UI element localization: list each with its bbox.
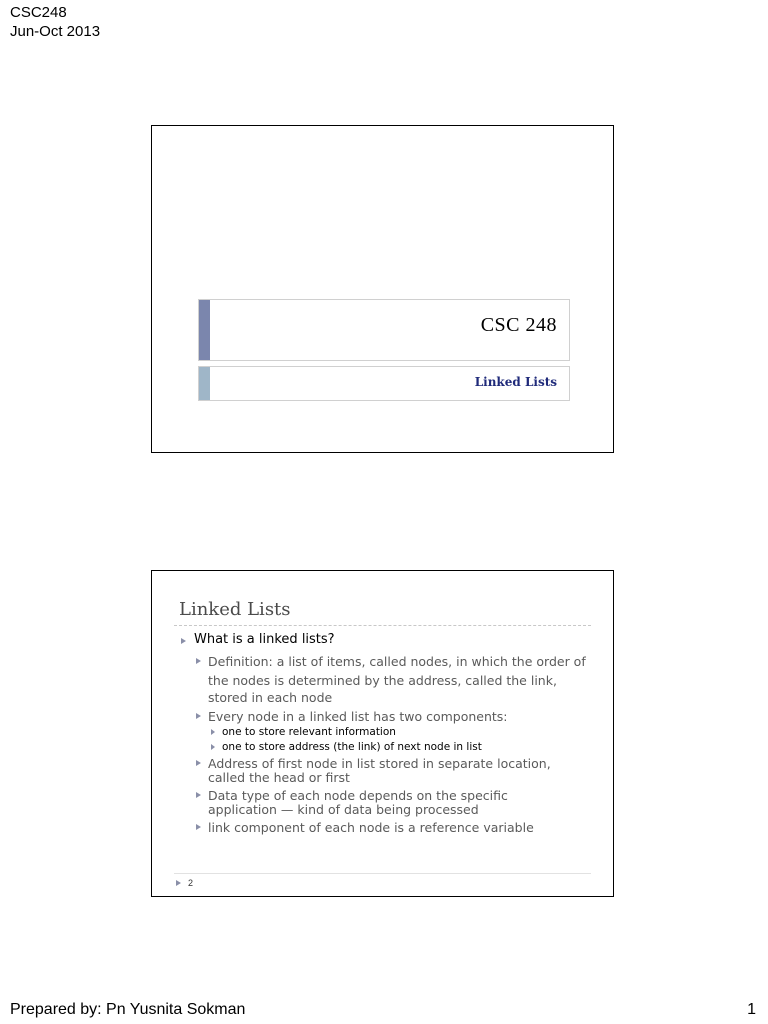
title-accent-bar xyxy=(199,300,210,360)
sub-bullet-info: one to store relevant information xyxy=(222,726,396,738)
sub-bullet-arrow-icon xyxy=(211,729,215,735)
bullet-question: What is a linked lists? xyxy=(194,632,335,647)
bullet-definition-line-3: stored in each node xyxy=(208,690,333,705)
bullet-arrow-icon xyxy=(196,760,201,766)
slide-2-title: Linked Lists xyxy=(179,599,291,620)
bullet-address-line-1: Address of first node in list stored in separate location, xyxy=(208,756,551,771)
course-term: Jun-Oct 2013 xyxy=(10,23,101,40)
bullet-arrow-icon xyxy=(196,824,201,830)
slide-1-title-box xyxy=(198,299,570,361)
slide-number: 2 xyxy=(188,878,194,888)
footer-arrow-icon xyxy=(176,880,181,886)
bullet-address-line-2: called the head or first xyxy=(208,770,350,785)
sub-bullet-arrow-icon xyxy=(211,744,215,750)
sub-bullet-address: one to store address (the link) of next node in list xyxy=(222,741,482,753)
slide-footer-divider xyxy=(174,873,591,874)
bullet-arrow-icon xyxy=(181,638,186,644)
slide-1-subtitle-box xyxy=(198,366,570,401)
bullet-arrow-icon xyxy=(196,792,201,798)
bullet-components: Every node in a linked list has two components: xyxy=(208,709,508,724)
bullet-arrow-icon xyxy=(196,658,201,664)
subtitle-accent-bar xyxy=(199,367,210,400)
page-number: 1 xyxy=(747,1001,756,1018)
title-divider xyxy=(174,625,591,626)
slide-1 xyxy=(151,125,614,453)
course-code: CSC248 xyxy=(10,4,67,21)
bullet-arrow-icon xyxy=(196,713,201,719)
bullet-definition-line-2: the nodes is determined by the address, called the link, xyxy=(208,673,557,688)
bullet-datatype-line-2: application — kind of data being processed xyxy=(208,802,479,817)
bullet-datatype-line-1: Data type of each node depends on the specific xyxy=(208,788,508,803)
prepared-by: Prepared by: Pn Yusnita Sokman xyxy=(10,1001,246,1018)
bullet-definition-line-1: Definition: a list of items, called nodes, in which the order of xyxy=(208,654,586,669)
slide-1-title: CSC 248 xyxy=(480,314,557,336)
slide-2 xyxy=(151,570,614,897)
bullet-link: link component of each node is a reference variable xyxy=(208,820,534,835)
slide-1-subtitle: Linked Lists xyxy=(474,375,557,389)
